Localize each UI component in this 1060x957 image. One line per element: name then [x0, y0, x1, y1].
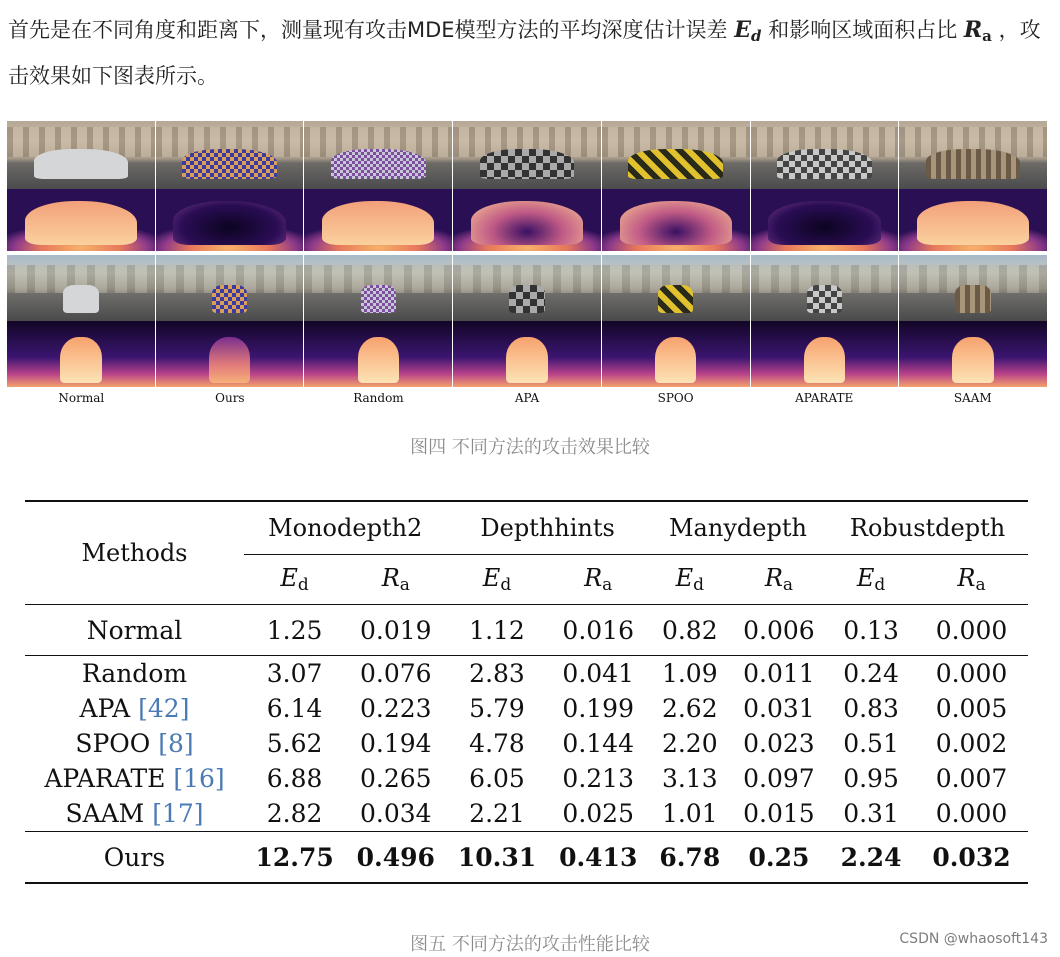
table-cell: 0.223	[360, 694, 432, 723]
figure-panel	[453, 255, 602, 321]
table-cell: 0.000	[935, 615, 1008, 645]
figure-panel	[7, 255, 156, 321]
table-cell: 3.07	[266, 659, 323, 688]
method-name: APARATE [16]	[44, 764, 225, 793]
table-row	[25, 605, 1028, 656]
model-header: Depthhints	[446, 501, 648, 555]
figure-panel	[751, 321, 900, 387]
figure-row-depth-side	[7, 189, 1047, 251]
metric-header-ra: $R_a$	[584, 564, 613, 595]
figure-panel	[7, 189, 156, 251]
table-cell: 1.12	[469, 615, 525, 645]
table-cell: 0.025	[562, 799, 634, 828]
watermark: CSDN @whaosoft143	[899, 931, 1048, 947]
figure-label: Normal	[58, 391, 105, 405]
figure-label: SAAM	[953, 391, 992, 405]
table-cell: 2.21	[469, 799, 525, 828]
table-cell: 0.005	[935, 694, 1008, 723]
metric-header-ed: $E_d$	[856, 564, 886, 595]
method-name: Random	[81, 659, 188, 688]
citation-link[interactable]: [8]	[158, 729, 194, 758]
figure-panel	[304, 121, 453, 189]
table-row	[25, 761, 1028, 796]
figure-panel	[602, 121, 751, 189]
figure-label: APARATE	[795, 391, 854, 405]
figure-panel	[453, 189, 602, 251]
table-cell: 12.75	[255, 842, 334, 872]
table-cell: 0.199	[562, 694, 634, 723]
figure-panel	[602, 255, 751, 321]
table-cell: 0.82	[661, 615, 718, 645]
car-image	[658, 285, 693, 313]
table-cell: 0.097	[743, 764, 815, 793]
car-image	[807, 285, 842, 313]
figure-method-labels	[7, 391, 1047, 405]
table-cell: 0.006	[743, 615, 815, 645]
figure-panel	[751, 189, 900, 251]
car-image	[777, 149, 872, 179]
table-cell: 0.413	[559, 842, 638, 872]
method-name: Ours	[103, 842, 166, 872]
figure-panel	[602, 321, 751, 387]
intro-text-3: ，攻击效果如下图表所示。	[8, 18, 1041, 88]
table-cell: 0.002	[935, 729, 1008, 758]
intro-text-1: 首先是在不同角度和距离下，测量现有攻击MDE模型方法的平均深度估计误差	[8, 18, 735, 42]
table-cell: 0.019	[360, 615, 432, 645]
depth-map-blob	[322, 201, 434, 245]
table-cell: 0.032	[932, 842, 1011, 872]
table-cell: 0.023	[743, 729, 815, 758]
depth-map-blob	[768, 201, 880, 245]
table-cell: 3.13	[661, 764, 718, 793]
table-caption: 图五 不同方法的攻击性能比较	[410, 934, 650, 955]
table-cell: 2.62	[661, 694, 718, 723]
table-cell: 0.194	[360, 729, 432, 758]
car-image	[331, 149, 426, 179]
table-cell: 6.78	[659, 842, 721, 872]
depth-map-blob	[620, 201, 732, 245]
car-image	[182, 149, 277, 179]
figure-panel	[156, 321, 305, 387]
figure-row-depth-front	[7, 321, 1047, 387]
method-name: SAAM [17]	[65, 799, 204, 828]
table-cell: 0.13	[843, 615, 899, 645]
results-table	[25, 500, 1028, 884]
table-cell: 0.496	[356, 842, 435, 872]
figure-panel	[7, 121, 156, 189]
intro-text-2: 和影响区域面积占比	[761, 18, 964, 42]
table-row	[25, 691, 1028, 726]
figure-label: SPOO	[657, 391, 694, 405]
citation-link[interactable]: [42]	[138, 694, 190, 723]
metric-header-ed: $E_d$	[482, 564, 512, 595]
symbol-ra: Ra	[963, 17, 992, 45]
citation-link[interactable]: [17]	[152, 799, 204, 828]
table-cell: 0.007	[935, 764, 1008, 793]
table-cell: 2.82	[266, 799, 323, 828]
car-image	[34, 149, 129, 179]
table-cell: 0.51	[843, 729, 899, 758]
figure-panel	[751, 121, 900, 189]
depth-map-blob	[471, 201, 583, 245]
figure-panel	[304, 189, 453, 251]
table-cell: 6.14	[266, 694, 323, 723]
figure-label: APA	[514, 391, 540, 405]
metric-header-ed: $E_d$	[675, 564, 704, 595]
table-cell: 0.016	[562, 615, 634, 645]
table-cell: 1.09	[661, 659, 718, 688]
table-cell: 10.31	[457, 842, 537, 872]
table-cell: 0.265	[360, 764, 432, 793]
table-row-ours	[25, 832, 1028, 884]
table-row	[25, 726, 1028, 761]
car-image	[480, 149, 575, 179]
depth-map-blob	[358, 337, 399, 383]
depth-map-blob	[917, 201, 1029, 245]
car-image	[926, 149, 1021, 179]
table-cell: 0.213	[562, 764, 634, 793]
car-image	[361, 285, 396, 313]
figure-panel	[156, 189, 305, 251]
figure-panel	[453, 121, 602, 189]
table-cell: 6.88	[266, 764, 323, 793]
table-cell: 0.83	[843, 694, 899, 723]
figure-panel	[602, 189, 751, 251]
table-cell: 0.034	[360, 799, 432, 828]
table-cell: 5.62	[266, 729, 323, 758]
table-cell: 5.79	[469, 694, 525, 723]
figure-label: Random	[353, 391, 404, 405]
depth-map-blob	[506, 337, 547, 383]
table-cell: 0.31	[843, 799, 899, 828]
figure-panel	[453, 321, 602, 387]
figure-row-front-view	[7, 255, 1047, 321]
table-cell: 0.031	[743, 694, 815, 723]
methods-header: Methods	[81, 539, 188, 567]
car-image	[509, 285, 544, 313]
figure-panel	[899, 321, 1047, 387]
table-cell: 0.144	[562, 729, 634, 758]
depth-map-blob	[655, 337, 696, 383]
table-row	[25, 656, 1028, 692]
car-image	[628, 149, 723, 179]
table-cell: 0.076	[360, 659, 432, 688]
car-image	[955, 285, 990, 313]
table-row	[25, 796, 1028, 832]
figure-panel	[304, 321, 453, 387]
table-cell: 2.20	[661, 729, 718, 758]
table-cell: 1.25	[266, 615, 323, 645]
table-cell: 4.78	[469, 729, 525, 758]
table-cell: 6.05	[469, 764, 525, 793]
model-header: Manydepth	[649, 501, 827, 555]
metric-header-ed: $E_d$	[280, 564, 309, 595]
figure-panel	[899, 121, 1047, 189]
comparison-figure	[7, 121, 1047, 411]
depth-map-blob	[209, 337, 250, 383]
depth-map-blob	[804, 337, 845, 383]
citation-link[interactable]: [16]	[173, 764, 225, 793]
model-header: Robustdepth	[827, 501, 1028, 555]
metric-header-ra: $R_a$	[957, 564, 986, 595]
figure-panel	[899, 189, 1047, 251]
table-cell: 0.015	[743, 799, 815, 828]
figure-label: Ours	[215, 391, 245, 405]
figure-panel	[7, 321, 156, 387]
figure-panel	[899, 255, 1047, 321]
table-cell: 0.24	[843, 659, 899, 688]
depth-map-blob	[952, 337, 993, 383]
figure-panel	[304, 255, 453, 321]
figure-panel	[156, 255, 305, 321]
depth-map-blob	[60, 337, 101, 383]
table-cell: 0.011	[743, 659, 815, 688]
table-cell: 0.95	[843, 764, 899, 793]
depth-map-blob	[25, 201, 137, 245]
figure-caption: 图四 不同方法的攻击效果比较	[410, 437, 650, 458]
car-image	[212, 285, 247, 313]
method-name: Normal	[86, 615, 183, 645]
table-cell: 2.24	[840, 842, 902, 872]
table-cell: 2.83	[469, 659, 525, 688]
method-name: APA [42]	[79, 694, 190, 723]
table-cell: 0.000	[935, 659, 1008, 688]
method-name: SPOO [8]	[75, 729, 194, 758]
table-cell: 0.041	[562, 659, 634, 688]
table-cell: 1.01	[661, 799, 718, 828]
table-cell: 0.25	[748, 842, 810, 872]
symbol-ed: Ed	[734, 17, 762, 45]
model-header: Monodepth2	[244, 501, 446, 555]
metric-header-ra: $R_a$	[381, 564, 410, 595]
depth-map-blob	[173, 201, 285, 245]
intro-paragraph	[8, 10, 1053, 96]
table-cell: 0.000	[935, 799, 1008, 828]
figure-row-side-view	[7, 121, 1047, 189]
car-image	[63, 285, 98, 313]
figure-panel	[751, 255, 900, 321]
figure-panel	[156, 121, 305, 189]
metric-header-ra: $R_a$	[764, 564, 794, 595]
